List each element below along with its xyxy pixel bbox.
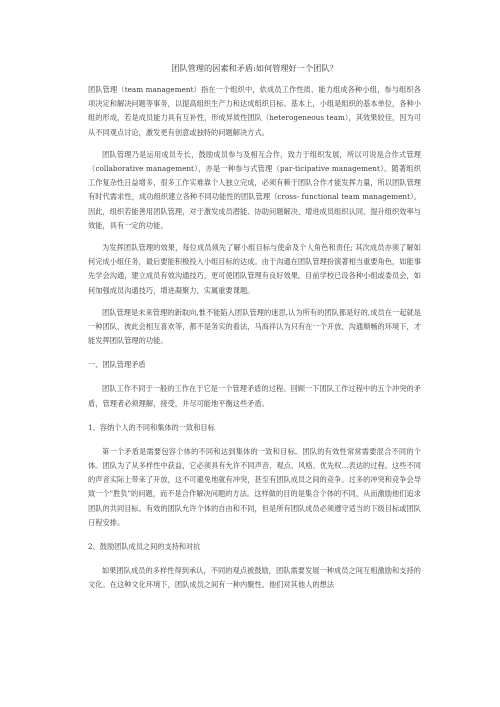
- subsection-heading-1: 1、容纳个人的不同和集体的一致和目标: [88, 422, 215, 432]
- section-heading-contradictions: 一、团队管理矛盾: [88, 360, 146, 370]
- paragraph-subsection-1: 第一个矛盾是需要包容个体的不同和达到集体的一致和目标。团队的有效性常常需要混合不同的个体。团队为了从多样性中获益，它必须具有允许不同声音、观点、风格、优先权...表达的过程。这些不同的声音实际上带来了开放，这不可避免地就有冲突，甚至有团队成员之间的竞争。过多的冲突和竞争会导致一个"胜负"的问题，而不是合作解决问题的方法。这样做的目的是集合个体的不同，从而激励他们追求团队的共同目标。有效的团队允许个体的自由和不同，但是所有团队成员必须遵守适当的下级目标或团队日程安排。: [88, 446, 421, 527]
- paragraph-contradictions-intro: 团队工作不同于一般的工作在于它是一个管理矛盾的过程。回顾一下团队工作过程中的五个冲突的矛盾，管理者必须理解，接受，并尽可能地平衡这些矛盾。: [88, 384, 421, 408]
- paragraph-definition: 团队管理（team management）指在一个组织中，依成员工作性质、能力组成各种小组，参与组织各项决定和解决问题等事务，以提高组织生产力和达成组织目标。基本上，小组是组织的基本单位，各种小组的形成，若是成员能力具有互补性，形成异质性团队（heterogeneous team），其效果较佳，因为可从不同观点讨论，激发更有创意或独特的问题解决方式。: [88, 85, 421, 137]
- subsection-heading-2: 2、鼓励团队成员之间的支持和对抗: [88, 542, 201, 552]
- paragraph-new-direction: 团队管理是未来管理的新取向,惟不能陷入团队管理的迷思,认为所有的团队都是好的,成员在一起就是一种团队、彼此会相互喜欢等，都不是务实的看法，马海祥认为只有在一个开放、沟通顺畅的环境下，才能发挥团队管理的功能。: [88, 307, 421, 346]
- document-title: 团队管理的因素和矛盾:如何管理好一个团队？: [171, 63, 338, 73]
- paragraph-subsection-2: 如果团队成员的多样性得到承认，不同的观点被鼓励，团队需要发展一种成员之间互相激励和支持的文化。在这种文化环境下，团队成员之间有一种内聚性。他们对其他人的想法: [88, 566, 421, 590]
- paragraph-effect: 为发挥团队管理的效果，每位成员须先了解小组目标与使命及个人角色和责任; 其次成员亦须了解如何完成小组任务，最后要能积极投入小组目标的达成。由于沟通在团队管理扮演著相当重要角色，如能事先学会沟通，建立成员有效沟通技巧，更可使团队管理有良好效果。目前学校已设各种小组或委员会，如何加强成员沟通技巧，增进凝聚力，实属重要课题。: [88, 243, 421, 295]
- paragraph-collaborative: 团队管理乃是运用成员专长，鼓励成员参与及相互合作，致力于组织发展，所以可说是合作式管理（collaborative management），亦是一种参与式管理（par-ticipative management）。随著组织工作复杂性日益增多，很多工作实难靠个人独立完成，必须有赖于团队合作才能发挥力量，所以团队管理有时代需求性，成功组织建立各种不同功能性的团队管理（cross- functional team management）。因此，组织若能善用团队管理，对于激发成员潜能、协助问题解决、增进成员组织认同、提升组织效率与效能，具有一定的功能。: [88, 149, 421, 230]
- document-page: [88, 62, 421, 600]
